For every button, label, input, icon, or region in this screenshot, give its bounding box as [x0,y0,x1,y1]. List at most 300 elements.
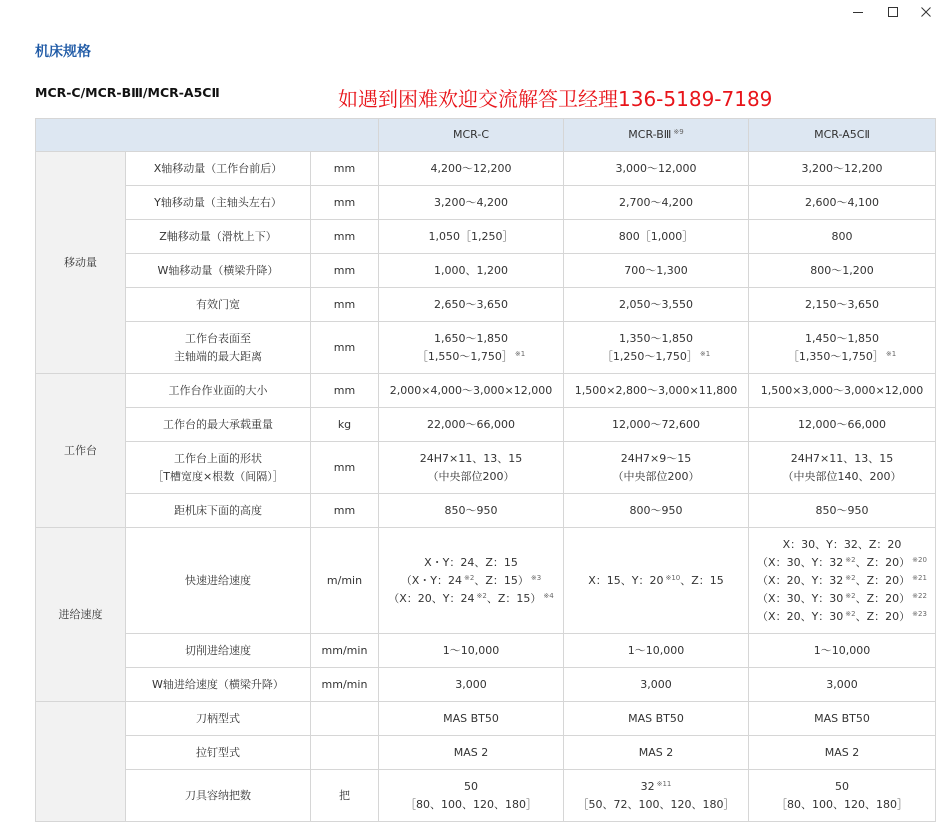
cell-text: mm [333,461,356,474]
cell-text: mm [333,264,356,277]
cell-line [383,642,559,660]
cell-line [568,468,744,486]
value-cell [379,408,564,442]
cell-text: mm [333,341,356,354]
cell-line [568,710,744,728]
unit-cell [311,254,379,288]
value-cell [379,770,564,822]
cell-line [568,416,744,434]
cell-line [130,787,306,805]
footnote-marker: ※2 [845,610,856,618]
cell-line [383,676,559,694]
cell-text: MAS BT50 [443,712,499,725]
cell-text: MAS 2 [824,746,860,759]
cell-line [383,778,559,796]
close-icon [921,7,931,17]
cell-text: （X：30、Y：32 [757,556,844,569]
cell-line [568,160,744,178]
cell-text: （中央部位200） [427,470,515,483]
spec-row [36,288,936,322]
spec-row [36,408,936,442]
cell-line [130,710,306,728]
cell-text: kg [337,418,352,431]
cell-line [383,554,559,572]
spec-row [36,668,936,702]
cell-text: 1,000、1,200 [434,264,508,277]
minimize-icon [853,7,863,17]
cell-line [383,416,559,434]
unit-cell [311,634,379,668]
cell-text: 850～950 [815,504,869,517]
cell-text: 1,650～1,850 [434,332,508,345]
cell-line [383,262,559,280]
cell-text: 把 [339,789,350,802]
cell-line [315,296,374,314]
value-cell [564,408,749,442]
cell-line [315,416,374,434]
cell-text: 22,000～66,000 [427,418,515,431]
value-cell [564,702,749,736]
cell-line [130,160,306,178]
cell-line [753,572,931,590]
cell-text: 2,000×4,000～3,000×12,000 [389,384,553,397]
cell-text: Z軸移动量（滑枕上下） [159,230,277,243]
cell-text: 4,200～12,200 [430,162,512,175]
item-cell [126,494,311,528]
category-label: 工作台 [64,444,97,457]
cell-text: ［80、100、120、180］ [776,798,908,811]
cell-text: （中央部位200） [612,470,700,483]
spec-row [36,634,936,668]
footnote-marker: ※20 [912,556,927,564]
cell-line [568,450,744,468]
footnote-marker: ※1 [514,350,526,358]
spec-row [36,374,936,408]
value-cell [749,254,936,288]
cell-line [568,744,744,762]
cell-text: 快速进给速度 [185,574,251,587]
cell-line [568,262,744,280]
cell-text: 1～10,000 [442,644,500,657]
value-cell [564,528,749,634]
cell-line [383,382,559,400]
cell-text: 切削进给速度 [185,644,251,657]
minimize-button[interactable] [848,3,868,21]
footnote-marker: ※10 [665,574,681,582]
cell-line [383,744,559,762]
value-cell [749,322,936,374]
category-cell [36,374,126,528]
item-cell [126,770,311,822]
item-cell [126,408,311,442]
cell-line [130,296,306,314]
cell-text: mm/min [321,644,368,657]
cell-line [568,296,744,314]
cell-text: 2,050～3,550 [619,298,693,311]
cell-text: 工作台上面的形状 [174,452,262,465]
unit-cell [311,668,379,702]
cell-line [568,382,744,400]
cell-text: 24H7×11、13、15 [419,452,523,465]
cell-text: 850～950 [444,504,498,517]
value-cell [379,494,564,528]
value-cell [564,322,749,374]
cell-text: 1,450～1,850 [805,332,879,345]
cell-text: ［1,250～1,750］ [601,350,698,363]
cell-text: mm [333,162,356,175]
footnote-marker: ※1 [699,350,711,358]
cell-line [130,572,306,590]
cell-text: ［80、100、120、180］ [405,798,537,811]
cell-line [315,502,374,520]
footnote-marker: ※21 [912,574,927,582]
maximize-icon [888,7,898,17]
item-cell [126,288,311,322]
value-cell [379,634,564,668]
cell-line [130,744,306,762]
value-cell [749,288,936,322]
maximize-button[interactable] [883,3,903,21]
cell-line [130,330,306,348]
category-label: 移动量 [64,256,97,269]
cell-line [315,382,374,400]
cell-line [753,536,931,554]
item-cell [126,442,311,494]
cell-line [315,228,374,246]
cell-line [753,502,931,520]
cell-line [383,348,559,366]
unit-cell [311,736,379,770]
cell-text: MAS BT50 [628,712,684,725]
cell-line [315,787,374,805]
cell-text: X・Y：24、Z：15 [424,556,518,569]
cell-text: MAS 2 [638,746,674,759]
close-button[interactable] [916,3,936,21]
spec-body [36,152,936,822]
column-header-mcr-b3 [564,119,749,152]
cell-text: ［50、72、100、120、180］ [577,798,735,811]
cell-text: 3,000 [826,678,858,691]
cell-text: 3,000～12,000 [615,162,697,175]
value-cell [564,770,749,822]
value-cell [379,186,564,220]
cell-line [130,502,306,520]
cell-line [130,262,306,280]
cell-text: X轴移动量（工作台前后） [153,162,283,175]
cell-text: 2,700～4,200 [619,196,693,209]
cell-text: ［1,550～1,750］ [416,350,513,363]
unit-cell [311,442,379,494]
cell-line [130,676,306,694]
cell-line [753,642,931,660]
unit-cell [311,152,379,186]
cell-line [753,330,931,348]
value-cell [564,254,749,288]
footnote-marker: ※4 [543,592,554,600]
footnote-marker: ※9 [673,128,684,136]
item-cell [126,254,311,288]
value-cell [379,152,564,186]
footnote-marker: ※3 [530,574,542,582]
cell-line [383,330,559,348]
cell-line [383,296,559,314]
value-cell [564,186,749,220]
cell-line [130,468,306,486]
cell-text: 2,150～3,650 [805,298,879,311]
cell-text: 32 [640,780,655,793]
cell-text: 、Z：20） [855,556,911,569]
cell-line [753,416,931,434]
cell-line [753,554,931,572]
value-cell [749,528,936,634]
value-cell [749,186,936,220]
unit-cell [311,220,379,254]
model-heading: MCR-C/MCR-BⅢ/MCR-A5CⅡ [35,85,220,100]
cell-text: mm [333,196,356,209]
item-cell [126,668,311,702]
cell-text: （X：20、Y：30 [757,610,844,623]
unit-cell [311,770,379,822]
cell-line [130,194,306,212]
cell-text: Y轴移动量（主轴头左右） [154,196,282,209]
cell-line [568,642,744,660]
cell-line [315,160,374,178]
cell-text: mm [333,504,356,517]
value-cell [379,254,564,288]
cell-text: ［1,350～1,750］ [787,350,884,363]
cell-line [383,502,559,520]
cell-text: （中央部位140、200） [782,470,902,483]
value-cell [379,528,564,634]
cell-line [753,468,931,486]
value-cell [749,152,936,186]
cell-line [753,590,931,608]
cell-text: 主轴端的最大距离 [174,350,262,363]
value-cell [564,152,749,186]
cell-line [130,642,306,660]
value-cell [749,408,936,442]
spec-row [36,770,936,822]
cell-line [130,228,306,246]
cell-text: ［T槽宽度×根数（间隔）］ [152,470,284,483]
cell-text: 800［1,000］ [618,230,694,243]
cell-line [383,572,559,590]
cell-text: 、Z：20） [855,574,911,587]
column-label: MCR-BⅢ [628,128,672,141]
item-cell [126,152,311,186]
cell-line [753,228,931,246]
spec-table [35,118,936,822]
cell-text: 、Z：15） [474,574,529,587]
cell-text: 拉钉型式 [196,746,240,759]
unit-cell [311,528,379,634]
cell-text: 1,500×3,000～3,000×12,000 [760,384,924,397]
cell-line [383,710,559,728]
spec-row [36,254,936,288]
cell-line [753,382,931,400]
value-cell [749,736,936,770]
value-cell [379,288,564,322]
spec-row [36,322,936,374]
cell-text: MAS BT50 [814,712,870,725]
cell-text: 12,000～72,600 [612,418,700,431]
cell-line [753,296,931,314]
cell-text: 刀柄型式 [196,712,240,725]
item-cell [126,186,311,220]
cell-text: （X・Y：24 [400,574,463,587]
cell-line [753,450,931,468]
cell-line [383,228,559,246]
category-cell [36,702,126,822]
cell-line [568,778,744,796]
spec-row [36,494,936,528]
value-cell [749,374,936,408]
cell-text: 800 [831,230,853,243]
footnote-marker: ※1 [885,350,897,358]
unit-cell [311,702,379,736]
header-row [36,119,936,152]
cell-line [753,744,931,762]
cell-text: 距机床下面的高度 [174,504,262,517]
cell-line [315,339,374,357]
cell-text: 2,600～4,100 [805,196,879,209]
cell-text: W轴移动量（横梁升降） [157,264,279,277]
value-cell [749,494,936,528]
cell-text: 、Z：15 [680,574,724,587]
value-cell [749,668,936,702]
value-cell [379,322,564,374]
cell-text: 有效门宽 [196,298,240,311]
value-cell [749,770,936,822]
unit-cell [311,494,379,528]
unit-cell [311,186,379,220]
cell-text: 1～10,000 [627,644,685,657]
value-cell [564,374,749,408]
cell-line [315,572,374,590]
cell-text: 24H7×9～15 [620,452,692,465]
cell-text: （X：30、Y：30 [757,592,844,605]
cell-line [383,468,559,486]
item-cell [126,220,311,254]
value-cell [379,668,564,702]
category-label: 进给速度 [58,608,103,621]
value-cell [564,634,749,668]
cell-text: 、Z：20） [855,610,911,623]
cell-text: 3,000 [640,678,672,691]
cell-line [568,502,744,520]
spec-row [36,152,936,186]
item-cell [126,528,311,634]
footnote-marker: ※2 [464,574,475,582]
item-cell [126,702,311,736]
value-cell [749,442,936,494]
cell-text: 刀具容纳把数 [185,789,251,802]
cell-text: m/min [326,574,363,587]
cell-line [753,160,931,178]
value-cell [564,668,749,702]
value-cell [379,374,564,408]
item-cell [126,374,311,408]
spec-row [36,702,936,736]
cell-text: 3,200～12,200 [801,162,883,175]
cell-text: MAS 2 [453,746,489,759]
cell-line [130,382,306,400]
category-cell [36,528,126,702]
cell-text: mm/min [321,678,368,691]
item-cell [126,736,311,770]
cell-line [383,160,559,178]
cell-text: 1,050［1,250］ [428,230,514,243]
footnote-marker: ※11 [656,780,672,788]
cell-line [753,194,931,212]
cell-line [315,642,374,660]
cell-line [383,194,559,212]
value-cell [749,220,936,254]
cell-text: 、Z：15） [486,592,542,605]
value-cell [379,442,564,494]
cell-line [315,262,374,280]
unit-cell [311,288,379,322]
category-cell [36,152,126,374]
page-title: 机床规格 [35,44,91,60]
cell-line [383,450,559,468]
footnote-marker: ※2 [476,592,487,600]
cell-text: 3,000 [455,678,487,691]
column-header-mcr-c [379,119,564,152]
cell-text: 800～1,200 [810,264,874,277]
cell-text: 50 [464,780,478,793]
cell-line [568,348,744,366]
cell-line [753,676,931,694]
item-cell [126,634,311,668]
cell-text: 工作台的最大承载重量 [163,418,273,431]
column-label: MCR-C [452,128,490,141]
cell-line [753,710,931,728]
cell-line [315,676,374,694]
cell-line [568,676,744,694]
value-cell [564,442,749,494]
cell-text: （X：20、Y：32 [757,574,844,587]
cell-line [130,348,306,366]
cell-text: 工作台作业面的大小 [168,384,268,397]
cell-text: mm [333,298,356,311]
footnote-marker: ※23 [912,610,927,618]
cell-line [315,194,374,212]
cell-line [568,330,744,348]
unit-cell [311,374,379,408]
footnote-marker: ※22 [912,592,927,600]
value-cell [379,702,564,736]
cell-text: 1～10,000 [813,644,871,657]
contact-banner: 如遇到困难欢迎交流解答卫经理136-5189-7189 [338,87,773,111]
cell-text: （X：20、Y：24 [388,592,475,605]
cell-text: X：30、Y：32、Z：20 [782,538,902,551]
value-cell [379,736,564,770]
cell-line [130,416,306,434]
cell-text: 、Z：20） [855,592,911,605]
cell-line [130,450,306,468]
cell-line [753,348,931,366]
footnote-marker: ※2 [845,574,856,582]
cell-line [568,572,744,590]
spec-row [36,220,936,254]
spec-row [36,186,936,220]
value-cell [564,288,749,322]
cell-line [753,608,931,626]
column-label: MCR-A5CⅡ [814,128,870,141]
cell-text: 24H7×11、13、15 [790,452,894,465]
cell-text: 2,650～3,650 [434,298,508,311]
